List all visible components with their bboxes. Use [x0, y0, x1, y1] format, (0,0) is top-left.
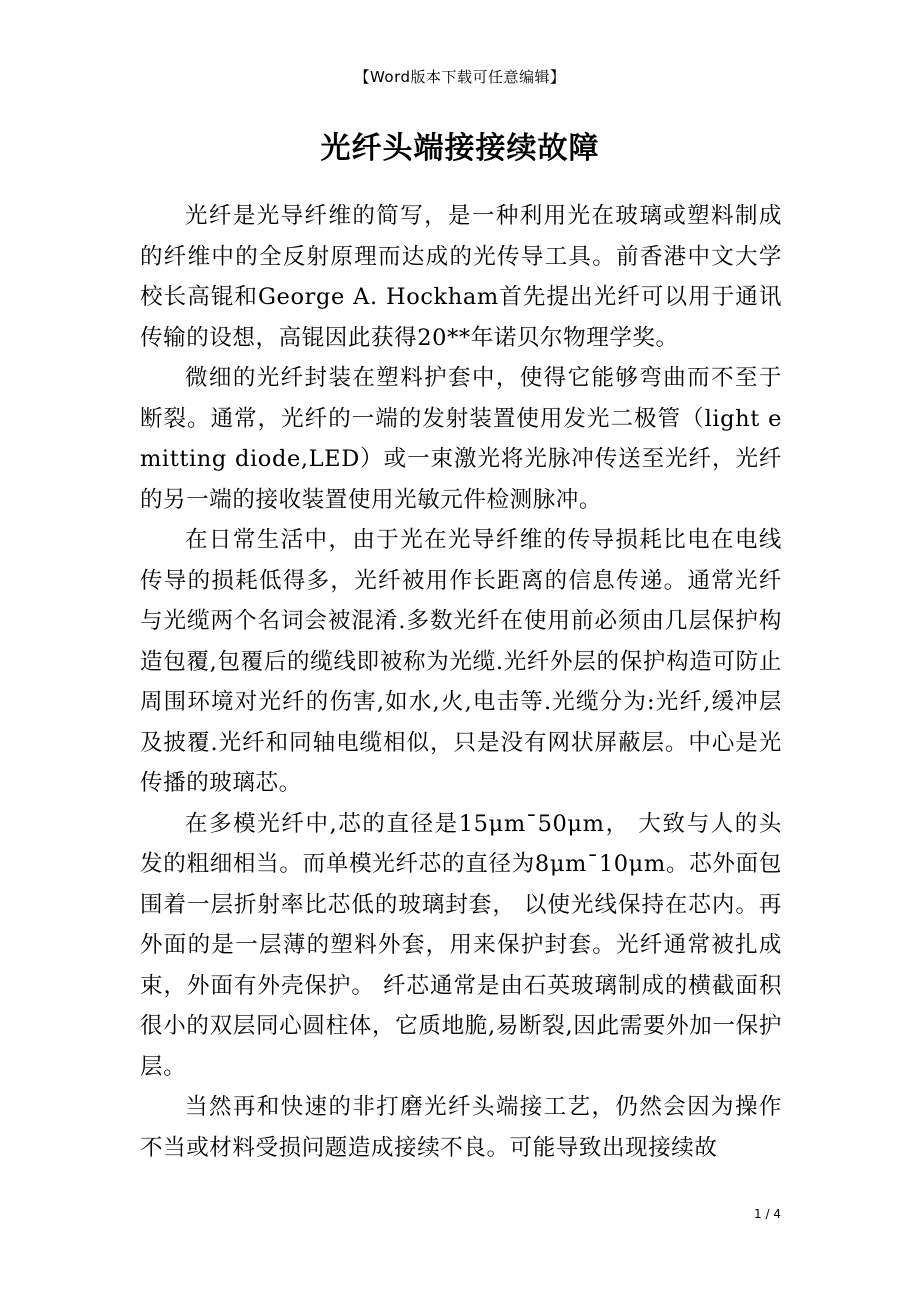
document-body [140, 196, 782, 1168]
paragraph-fiber-packaging: 微细的光纤封装在塑料护套中，使得它能够弯曲而不至于断裂。通常，光纤的一端的发射装置使用发光二极管（light emitting diode,LED）或一束激光将光脉冲传送至光纤，光纤的另一端的接收装置使用光敏元件检测脉冲。 [140, 365, 782, 513]
page-number: 1 / 4 [754, 1207, 781, 1221]
paragraph-fiber-definition: 光纤是光导纤维的简写，是一种利用光在玻璃或塑料制成的纤维中的全反射原理而达成的光传导工具。前香港中文大学校长高锟和George A. Hockham首先提出光纤可以用于通讯传输的设想，高锟因此获得20**年诺贝尔物理学奖。 [140, 203, 782, 351]
paragraph-termination-faults: 当然再和快速的非打磨光纤头端接工艺，仍然会因为操作不当或材料受损问题造成接续不良。可能导致出现接续故 [140, 1094, 782, 1161]
download-note: 【Word版本下载可任意编辑】 [354, 68, 566, 86]
paragraph-fiber-vs-cable: 在日常生活中，由于光在光导纤维的传导损耗比电在电线传导的损耗低得多，光纤被用作长距离的信息传递。通常光纤与光缆两个名词会被混淆.多数光纤在使用前必须由几层保护构造包覆,包覆后的缆线即被称为光缆.光纤外层的保护构造可防止周围环境对光纤的伤害,如水,火,电击等.光缆分为:光纤,缓冲层及披覆.光纤和同轴电缆相似，只是没有网状屏蔽层。中心是光传播的玻璃芯。 [140, 527, 782, 796]
document-title: 光纤头端接接续故障 [320, 131, 600, 166]
paragraph-multimode-core: 在多模光纤中,芯的直径是15μm¯50μm， 大致与人的头发的粗细相当。而单模光纤芯的直径为8μm¯10μm。芯外面包围着一层折射率比芯低的玻璃封套， 以使光线保持在芯内。再外面的是一层薄的塑料外套，用来保护封套。光纤通常被扎成束，外面有外壳保护。 纤芯通常是由石英玻璃制成的横截面积很小的双层同心圆柱体，它质地脆,易断裂,因此需要外加一保护层。 [140, 810, 782, 1080]
